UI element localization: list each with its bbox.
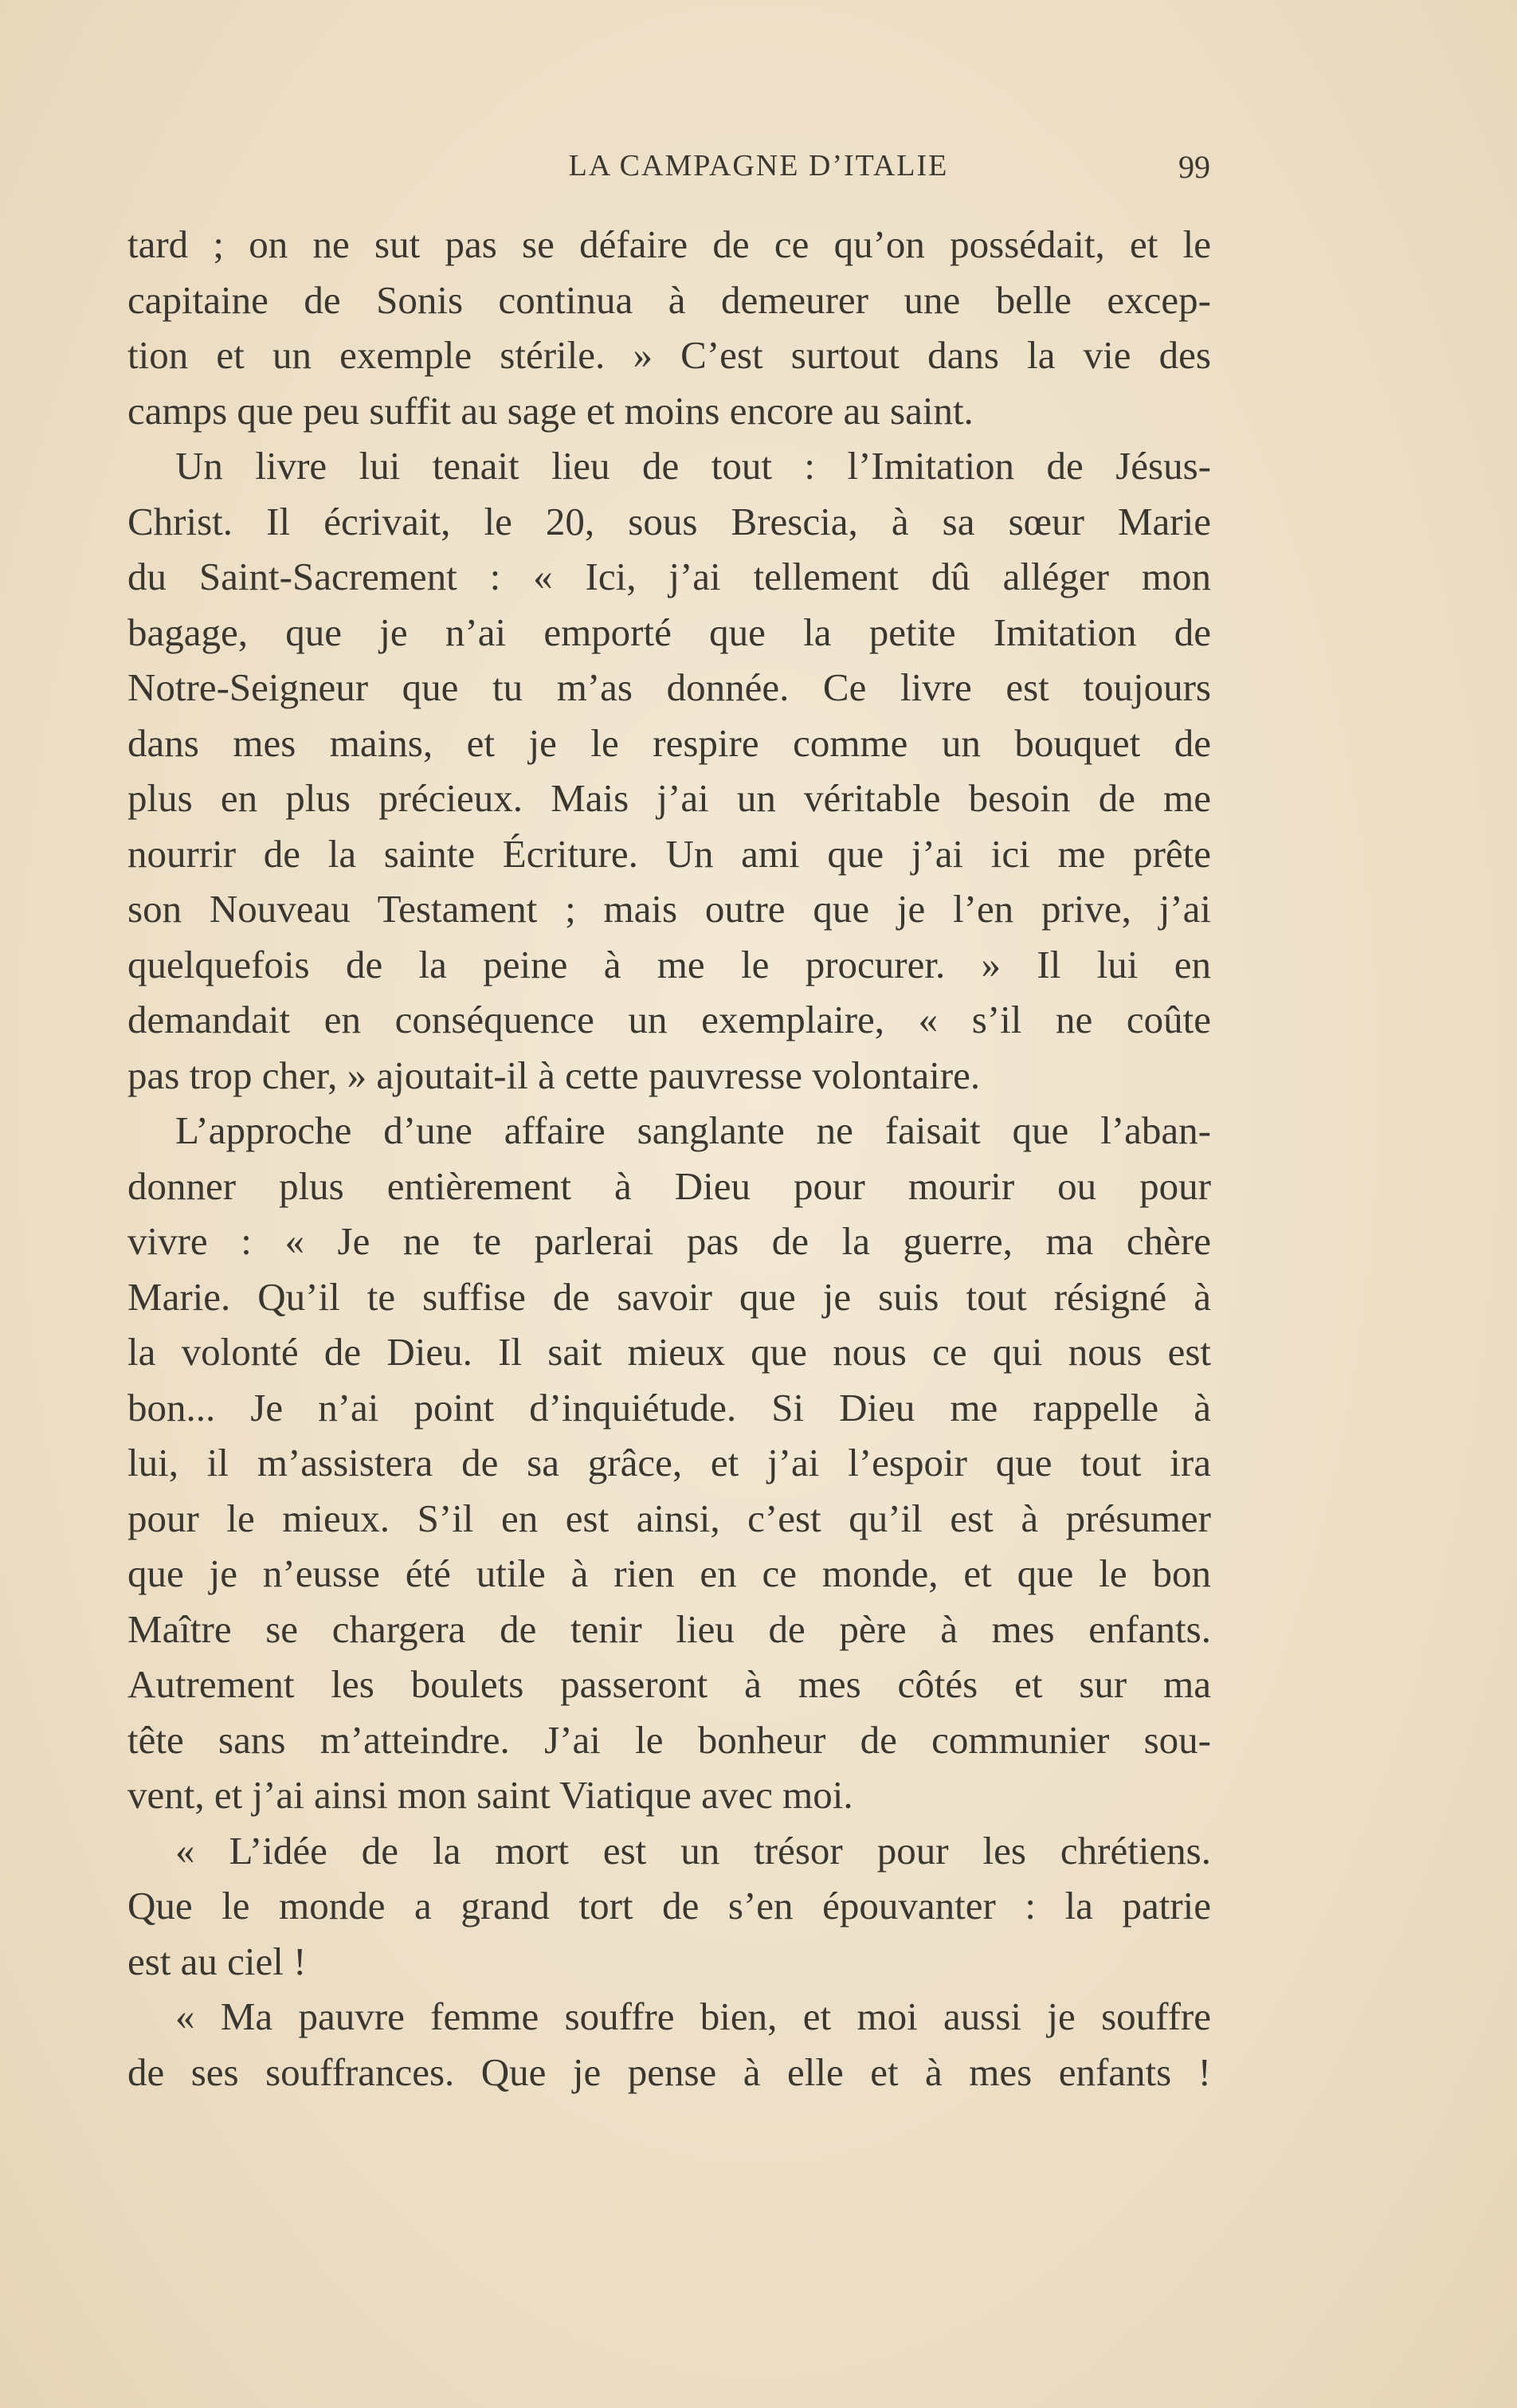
- text-line: Maître se chargera de tenir lieu de père à mes enfants.: [127, 1606, 1211, 1651]
- text-line: tion et un exemple stérile. » C’est surtout dans la vie des: [127, 333, 1211, 377]
- text-line: de ses souffrances. Que je pense à elle et à mes enfants !: [127, 2049, 1211, 2094]
- text-line: demandait en conséquence un exemplaire, « s’il ne coûte: [127, 998, 1211, 1041]
- text-line: Un livre lui tenait lieu de tout : l’Imitation de Jésus-: [175, 444, 1211, 488]
- text-line: pas trop cher, » ajoutait-il à cette pauvresse volontaire.: [127, 1053, 981, 1097]
- text-line: son Nouveau Testament ; mais outre que je l’en prive, j’ai: [127, 887, 1211, 931]
- text-line: tard ; on ne sut pas se défaire de ce qu’on possédait, et le: [127, 222, 1211, 266]
- text-line: bon... Je n’ai point d’inquiétude. Si Dieu me rappelle à: [127, 1385, 1211, 1430]
- text-line: du Saint-Sacrement : « Ici, j’ai tellement dû alléger mon: [127, 555, 1211, 598]
- text-line: pour le mieux. S’il en est ainsi, c’est qu’il est à présumer: [127, 1496, 1211, 1540]
- text-line: Autrement les boulets passeront à mes côtés et sur ma: [127, 1662, 1211, 1706]
- text-line: Marie. Qu’il te suffise de savoir que je suis tout résigné à: [127, 1274, 1211, 1319]
- running-head: LA CAMPAGNE D’ITALIE: [568, 149, 949, 182]
- text-line: « Ma pauvre femme souffre bien, et moi aussi je souffre: [175, 1994, 1211, 2038]
- text-line: bagage, que je n’ai emporté que la petite Imitation de: [127, 610, 1211, 654]
- text-line: donner plus entièrement à Dieu pour mourir ou pour: [127, 1163, 1211, 1208]
- text-line: que je n’eusse été utile à rien en ce monde, et que le bon: [127, 1551, 1211, 1595]
- text-line: vent, et j’ai ainsi mon saint Viatique avec moi.: [127, 1773, 853, 1817]
- text-line: Que le monde a grand tort de s’en épouvanter : la patrie: [127, 1884, 1211, 1928]
- text-line: « L’idée de la mort est un trésor pour les chrétiens.: [175, 1828, 1211, 1873]
- text-line: quelquefois de la peine à me le procurer. » Il lui en: [127, 942, 1211, 986]
- text-line: Notre-Seigneur que tu m’as donnée. Ce livre est toujours: [127, 665, 1211, 709]
- body-text: [127, 217, 1211, 2100]
- text-line: la volonté de Dieu. Il sait mieux que nous ce qui nous est: [127, 1330, 1211, 1374]
- text-line: vivre : « Je ne te parlerai pas de la guerre, ma chère: [127, 1219, 1211, 1263]
- text-line: tête sans m’atteindre. J’ai le bonheur de communier sou-: [127, 1717, 1211, 1762]
- text-line: capitaine de Sonis continua à demeurer une belle excep-: [127, 277, 1211, 322]
- text-line: L’approche d’une affaire sanglante ne faisait que l’aban-: [175, 1108, 1211, 1152]
- text-line: dans mes mains, et je le respire comme un bouquet de: [127, 720, 1211, 765]
- text-line: camps que peu suffit au sage et moins encore au saint.: [127, 388, 974, 433]
- text-line: lui, il m’assistera de sa grâce, et j’ai l’espoir que tout ira: [127, 1441, 1211, 1484]
- text-line: nourrir de la sainte Écriture. Un ami que j’ai ici me prête: [127, 831, 1211, 876]
- text-line: plus en plus précieux. Mais j’ai un véritable besoin de me: [127, 776, 1211, 820]
- page-header: [0, 148, 1517, 196]
- text-line: est au ciel !: [127, 1939, 307, 1983]
- text-line: Christ. Il écrivait, le 20, sous Brescia, à sa sœur Marie: [127, 499, 1211, 543]
- page-number: 99: [1178, 149, 1210, 185]
